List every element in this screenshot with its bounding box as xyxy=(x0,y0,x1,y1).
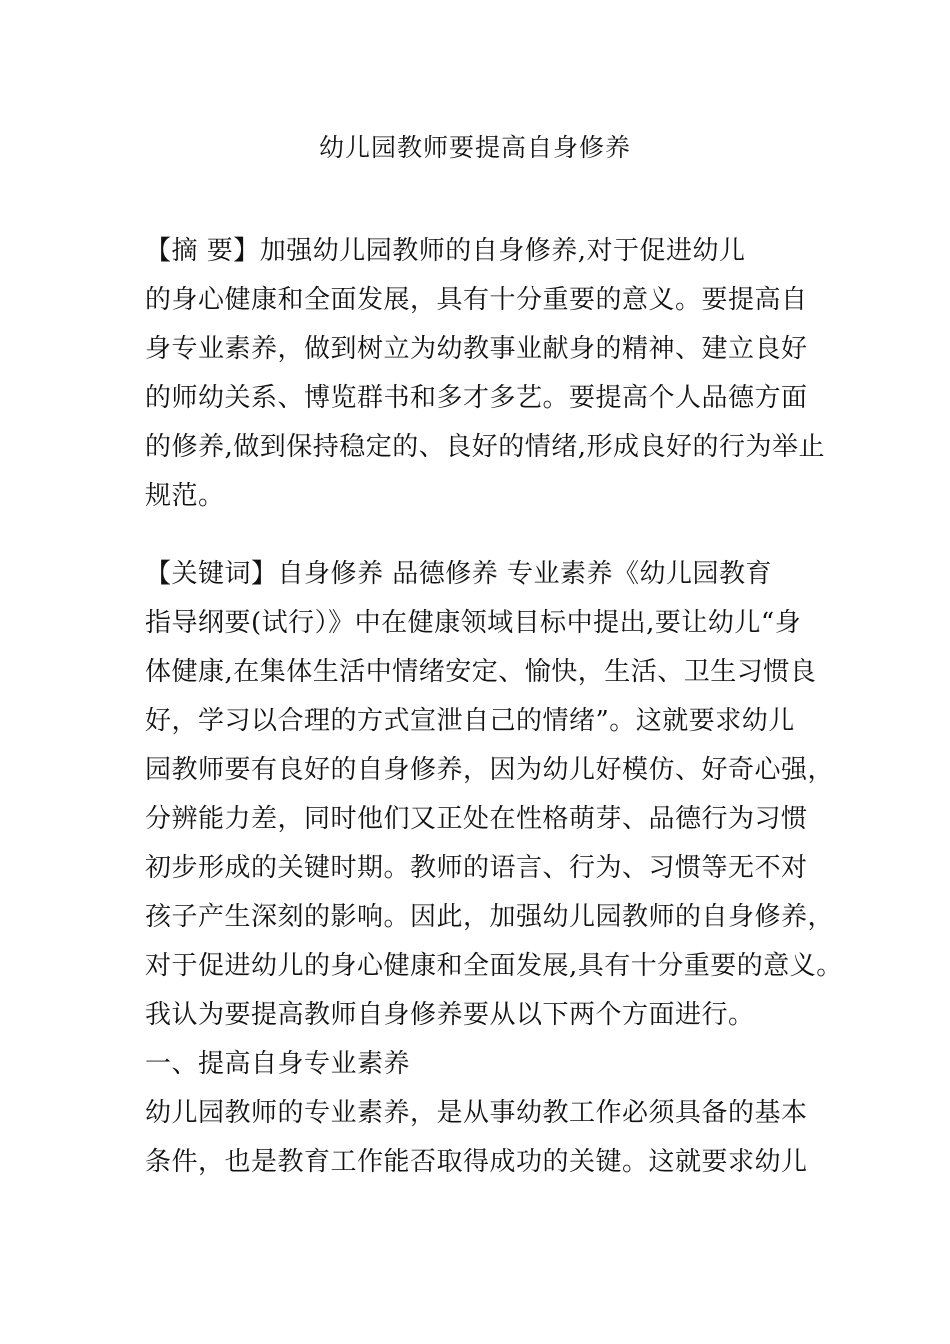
body-line: 幼儿园教师的专业素养，是从事幼教工作必须具备的基本 xyxy=(145,1098,808,1128)
abstract-line: 的修养,做到保持稳定的、良好的情绪,形成良好的行为举止 xyxy=(145,432,826,462)
body-line: 孩子产生深刻的影响。因此，加强幼儿园教师的自身修养， xyxy=(145,902,835,932)
section-heading: 一、提高自身专业素养 xyxy=(145,1049,411,1079)
body-line: 条件，也是教育工作能否取得成功的关键。这就要求幼儿 xyxy=(145,1147,808,1177)
abstract-line: 规范。 xyxy=(145,481,225,511)
abstract-line: 的身心健康和全面发展，具有十分重要的意义。要提高自 xyxy=(145,285,808,315)
abstract-line: 的师幼关系、博览群书和多才多艺。要提高个人品德方面 xyxy=(145,383,808,413)
abstract-line: 身专业素养，做到树立为幼教事业献身的精神、建立良好 xyxy=(145,334,808,364)
body-line: 好，学习以合理的方式宣泄自己的情绪”。这就要求幼儿 xyxy=(145,706,795,736)
body-line: 我认为要提高教师自身修养要从以下两个方面进行。 xyxy=(145,1000,755,1030)
body-line: 分辨能力差，同时他们又正处在性格萌芽、品德行为习惯 xyxy=(145,804,808,834)
body-line: 对于促进幼儿的身心健康和全面发展,具有十分重要的意义。 xyxy=(145,951,843,981)
body-line: 园教师要有良好的自身修养，因为幼儿好模仿、好奇心强， xyxy=(145,755,835,785)
body-line: 指导纲要(试行）》中在健康领域目标中提出,要让幼儿“身 xyxy=(145,608,802,638)
document-title: 幼儿园教师要提高自身修养 xyxy=(318,133,631,162)
body-line: 体健康,在集体生活中情绪安定、愉快，生活、卫生习惯良 xyxy=(145,657,817,687)
abstract-line: 【摘 要】加强幼儿园教师的自身修养,对于促进幼儿 xyxy=(145,236,746,266)
body-line: 【关键词】自身修养 品德修养 专业素养《幼儿园教育 xyxy=(145,559,773,589)
body-line: 初步形成的关键时期。教师的语言、行为、习惯等无不对 xyxy=(145,853,808,883)
